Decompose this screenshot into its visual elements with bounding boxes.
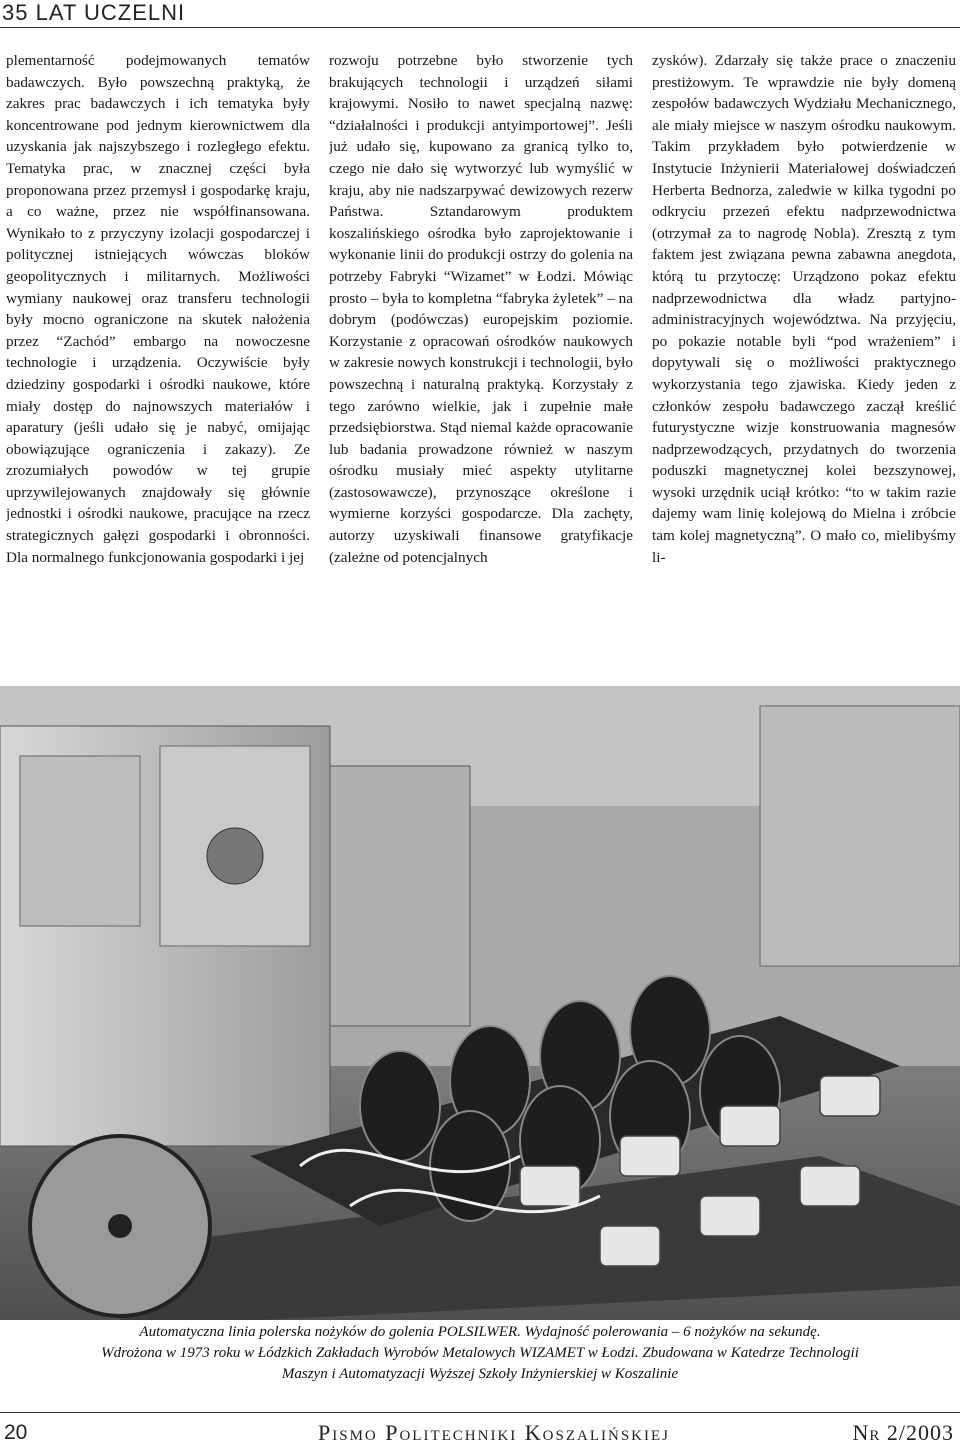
polishing-line-illustration <box>0 686 960 1320</box>
page-number: 20 <box>4 1421 28 1444</box>
footer-rule <box>0 1412 960 1413</box>
caption-line-1: Automatyczna linia polerska nożyków do golenia POLSILWER. Wydajność polerowania – 6 nożyków na sekundę. <box>139 1324 821 1340</box>
issue-number: Nr 2/2003 <box>852 1420 954 1445</box>
column-3-text: zysków). Zdarzały się także prace o znaczeniu prestiżowym. Te wprawdzie nie były domeną zespołów badawczych Wydziału Mechanicznego, ale miały miejsce w naszym ośrodku naukowym. Takim przykładem było potwierdzenie w Instytucie Inżynierii Materiałowej doświadczeń Herberta Bednorza, zaledwie w kilka tygodni po odkryciu przezeń efektu nadprzewodnictwa (otrzymał za to nagrodę Nobla). Zresztą z tym faktem jest związana pewna zabawna anegdota, którą tu przytoczę: Urządzono pokaz efektu nadprzewodnictwa dla władz partyjno-administracyjnych województwa. Na przyjęciu, po pokazie notable byli “pod wrażeniem” i dopytywali się o możliwości praktycznego wykorzystania tego zjawiska. Kiedy jeden z członków zespołu badawczego zaczął kreślić futurystyczne wizje konstruowania magnesów nadprzewodzących, przydatnych do tworzenia poduszki magnetycznej kolei bezszynowej, wysoki urzędnik uciął krótko: “to w takim razie dajemy wam linię kolejową do Mielna i zróbcie tam kolej magnetyczną”. O mało co, mielibyśmy li- <box>652 52 956 566</box>
article-column-1 <box>6 50 310 690</box>
journal-name: Pismo Politechniki Koszalińskiej <box>318 1420 671 1445</box>
column-1-text: plementarność podejmowanych tematów badawczych. Było powszechną praktyką, że zakres prac badawczych i ich tematyka były koncentrowane pod jednym kierownictwem dla uzyskania jak najszybszego i rozległego efektu. Tematyka prac, w znacznej części była proponowana przez przemysł i gospodarkę kraju, a co ważne, przez nie współfinansowana. Wynikało to z przyczyny izolacji gospodarczej i politycznej istniejących wówczas bloków geopolitycznych i militarnych. Możliwości wymiany naukowej oraz transferu technologii były mocno ograniczone na skutek nałożenia przez “Zachód” embargo na nowoczesne technologie i urządzenia. Oczywiście były dziedziny gospodarki i ośrodki naukowe, które miały dostęp do najnowszych materiałów i aparatury (jeśli udało się je nabyć, omijając obowiązujące ograniczenia i zakazy). Ze zrozumiałych powodów w tej grupie uprzywilejowanych znajdowały się głównie jednostki i ośrodki naukowe, pracujące na rzecz strategicznych gałęzi gospodarki i obronności. Dla normalnego funkcjonowania gospodarki i jej <box>6 52 310 566</box>
column-2-text: rozwoju potrzebne było stworzenie tych brakujących technologii i urządzeń siłami krajowymi. Nosiło to nawet specjalną nazwę: “działalności i produkcji antyimportowej”. Jeśli już udało się, kupowano za granicą tylko to, czego nie dało się wytworzyć lub wymyślić w kraju, aby nie nadszarpywać dewizowych rezerw Państwa. Sztandarowym produktem koszalińskiego ośrodka było zaprojektowanie i wykonanie linii do produkcji ostrzy do golenia na potrzeby Fabryki “Wizamet” w Łodzi. Mówiąc prosto – była to kompletna “fabryka żyletek” – na dobrym (podówczas) europejskim poziomie. Korzystanie z opracowań ośrodków naukowych w zakresie nowych konstrukcji i technologii, było powszechną i naturalną praktyką. Korzystały z tego zarówno wielkie, jak i zupełnie małe przedsiębiorstwa. Stąd niemal każde opracowanie lub badania prowadzone również w naszym ośrodku musiały mieć aspekty utylitarne (zastosowawcze), przynoszące określone i wymierne korzyści gospodarcze. Dla zachęty, autorzy uzyskiwali finansowe gratyfikacje (zależne od potencjalnych <box>329 52 633 566</box>
caption-line-2: Wdrożona w 1973 roku w Łódzkich Zakładach Wyrobów Metalowych WIZAMET w Łodzi. Zbudowana w Katedrze Technologii <box>101 1345 859 1361</box>
article-column-3 <box>652 50 956 690</box>
machine-photo <box>0 686 960 1320</box>
caption-line-3: Maszyn i Automatyzacji Wyższej Szkoły Inżynierskiej w Koszalinie <box>281 1366 679 1382</box>
section-title: 35 LAT UCZELNI <box>2 0 186 25</box>
photo-caption <box>0 1322 960 1385</box>
header-rule <box>0 27 960 28</box>
article-column-2 <box>329 50 633 690</box>
